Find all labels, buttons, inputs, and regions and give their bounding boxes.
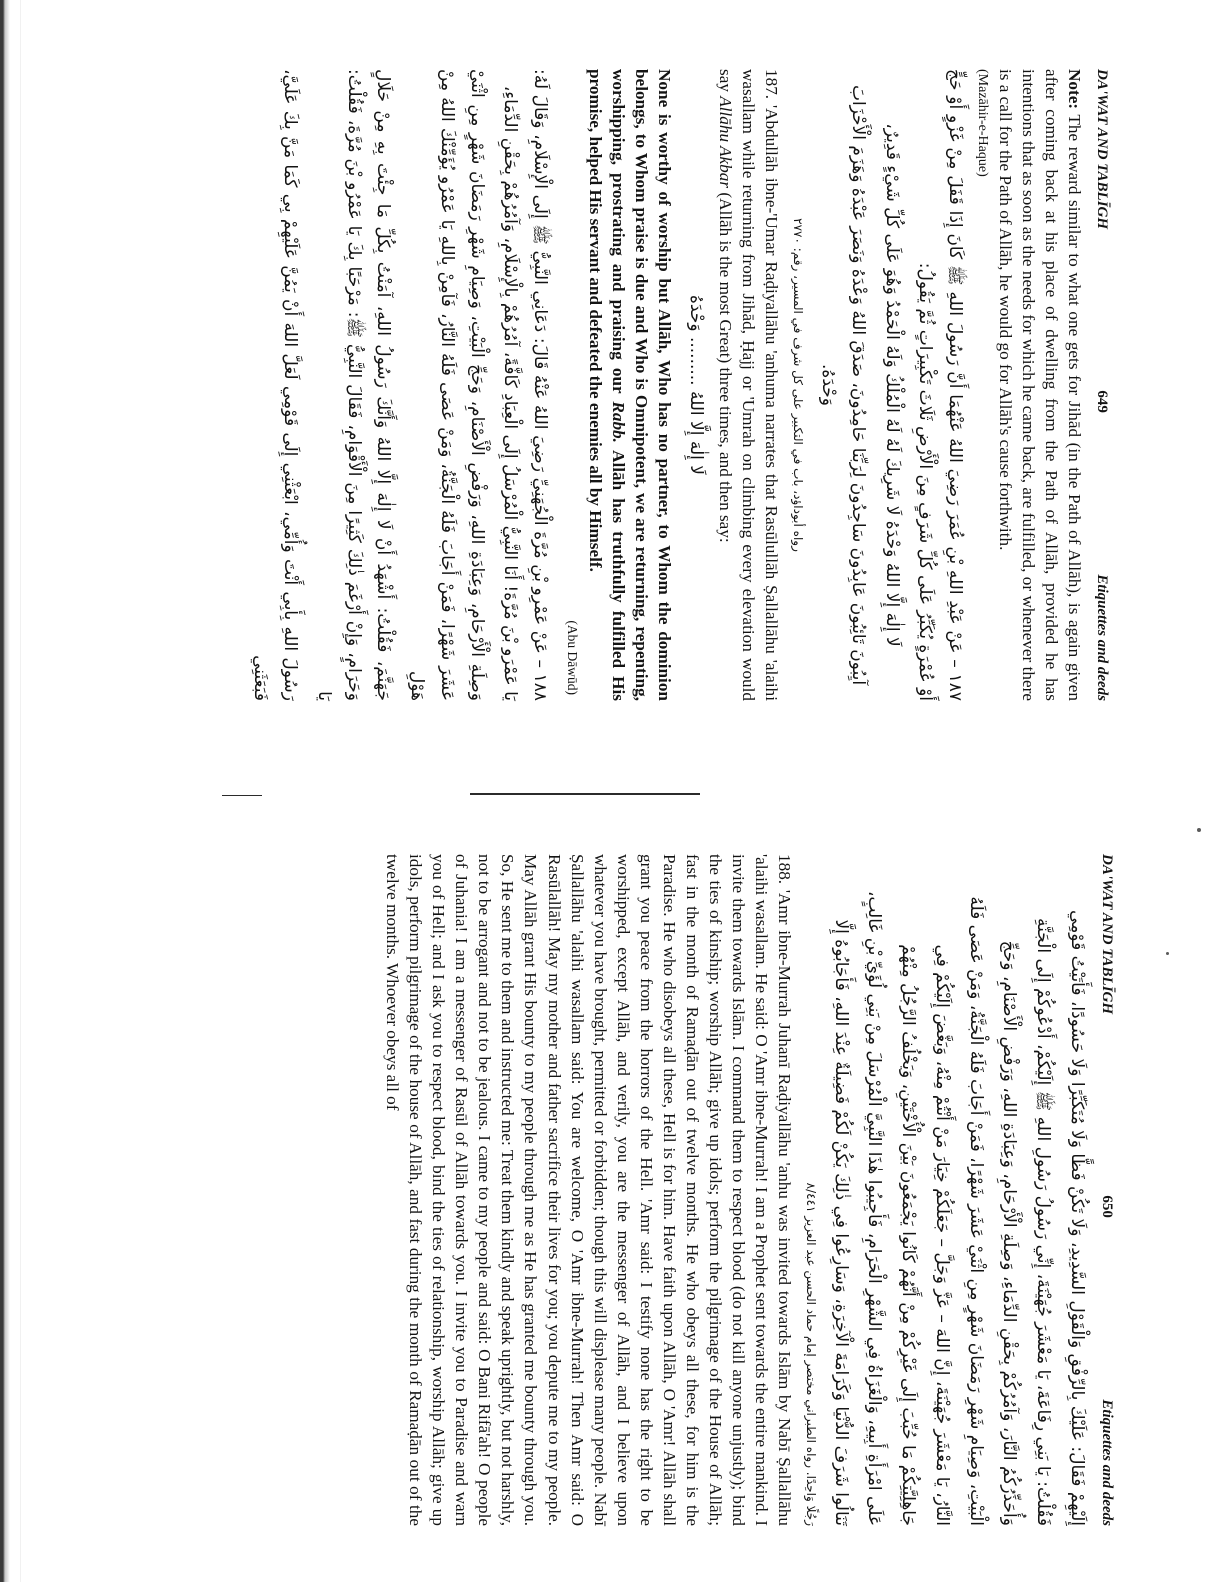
hadith-188-arabic-cont: جَاهِلِيَّتِكُمْ مَا حُبِّبَ إِلَى غَيْرِكُمْ مِنْ أَنَّهُمْ كَانُوا يَجْمَعُونَ بَيْنَ الْأُخْتَيْنِ، وَيَخْلُفُ الرَّجُلُ مِنْهُمْ (898, 944, 919, 1526)
header-chapter-title: Etiquettes and deeds (1094, 574, 1110, 701)
hadith-188-arabic-cont: النَّارُ، يَا مَعْشَرَ جُهَيْنَةَ، إِنَّ اللهَ – عَزَّ وَجَلَّ – جَعَلَكُمْ خِيَارَ مَنْ أَنْتُمْ مِنْهُ، وَبَغَّضَ إِلَيْكُمْ فِي (932, 944, 952, 1526)
hadith-188-arabic-cont: فَقُلْتُ: يَا بَنِي رِفَاعَةَ، يَا مَعْشَرَ جُهَيْنَةَ، إِنِّي رَسُولُ رَسُولِ اللهِ ﷺ إِلَيْكُمْ، أَدْعُوكُمْ إِلَى الْجَنَّةِ (1033, 917, 1054, 1526)
hadith-188-arabic: ١٨٨ – عَنْ عَمْرِو بْنِ مُرَّةَ الْجُهَنِيِّ رَضِيَ اللهُ عَنْهُ قَالَ: دَعَانِي النَّبِيُّ ﷺ إِلَى الْإِسْلَامِ، وَقَالَ لَهُ: يَا عَمْرَو بْنَ مُرَّةَ! أَنَا النَّبِيُّ الْمُرْسَلُ إِلَى الْعِبَادِ كَافَّةً، آمُرُهُمْ بِالْإِسْلَامِ، وَآمُرُهُمْ بِحَقْنِ الدِّمَاءِ، (500, 69, 551, 701)
binding-edge (0, 0, 10, 1582)
scan-speck (1166, 952, 1169, 955)
page-divider-mark-short (222, 795, 262, 796)
fold-line (20, 0, 21, 1582)
page-divider-mark (470, 793, 700, 795)
note-text: The reward similar to what one gets for Jihād (in the Path of Allāh), is again given after coming back at his place of dwelling from the Path of Allāh, provided he has intentions that as soon as the needs for which he came back, are fulfilled, or whenever there is a call for the Path of Allāh, he would go for Allāh's cause forthwith. (995, 69, 1084, 702)
page-650 (65, 840, 1115, 1540)
running-header (1091, 854, 1115, 1526)
scan-speck (1197, 828, 1201, 832)
hadith-188-arabic: رَسُولَ اللهِ بِأَبِي أَنْتَ وَأُمِّي، ابْعَثْنِي إِلَى قَوْمِي لَعَلَّ اللهَ أَنْ يَمُنَّ عَلَيْهِمْ بِي كَمَا مَنَّ بِكَ عَلَيَّ، فَبَعَثَنِي (250, 69, 301, 701)
page-number: 649 (1094, 390, 1110, 413)
page-649 (100, 55, 1110, 715)
hadith-188-arabic: وَصِلَةِ الْأَرْحَامِ، وَعِبَادَةِ اللهِ، وَرَفْضِ الْأَصْنَامِ، وَحَجِّ الْبَيْتِ، وَصِيَامِ شَهْرِ رَمَضَانَ شَهْرٍ مِنِ اثْنَيْ عَشَرَ شَهْرًا، فَمَنْ أَجَابَ فَلَهُ الْجَنَّةُ، وَمَنْ عَصَى فَلَهُ النَّارُ، فَآمِنْ بِاللهِ يَا عَمْرُو يُؤَمِّنْكَ اللهُ مِنْ هَوْلِ (407, 69, 487, 701)
page-number: 650 (1099, 1195, 1115, 1218)
hadith-188-arabic-cont: وَأُحَذِّرُكُمُ النَّارَ، وَآمُرُكُمْ بِحَقْنِ الدِّمَاءِ، وَصِلَةِ الْأَرْحَامِ، وَعِبَادَةِ اللهِ، وَرَفْضِ الْأَصْنَامِ، وَحَجِّ (999, 940, 1020, 1526)
header-book-title: DA'WAT AND TABLĪGH (1099, 854, 1115, 1015)
header-chapter-title: Etiquettes and deeds (1099, 1399, 1115, 1526)
hadith-187-arabic: لَا إِلٰهَ إِلَّا اللهُ وَحْدَهُ لَا شَرِيكَ لَهُ لَهُ الْمُلْكُ وَلَهُ الْحَمْدُ وَهُوَ عَلَى كُلِّ شَيْءٍ قَدِيرٌ، (881, 123, 902, 647)
hadith-187-arabic: ١٨٧ – عَنْ عَبْدِ اللهِ بْنِ عُمَرَ رَضِيَ اللهُ عَنْهُمَا أَنَّ رَسُولَ اللهِ ﷺ كَانَ إِذَا قَفَلَ مِنْ غَزْوٍ أَوْ حَجٍّ أَوْ عُمْرَةٍ يُكَبِّرُ عَلَى كُلِّ شَرَفٍ مِنَ الْأَرْضِ ثَلَاثَ تَكْبِيرَاتٍ ثُمَّ يَقُولُ: (915, 69, 966, 701)
hadith-187-english: 187. 'Abdullāh ibne-'Umar Raḍiyallāhu 'anhuma narrates that Rasūlullāh Ṣallallāhu 'alaihi wasallam while returning from Jihād, Ḥajj or 'Umrah on climbing every elevation would say Allāhu Akbar (Allāh is the most Great) three times, and then say: (716, 69, 782, 701)
hadith-187-source: (Abu Dāwūd) (565, 620, 581, 695)
header-book-title: DA'WAT AND TABLĪGH (1094, 69, 1110, 230)
hadith-187-arabic: آيِبُونَ تَائِبُونَ عَابِدُونَ سَاجِدُونَ لِرَبِّنَا حَامِدُونَ، صَدَقَ اللهُ وَعْدَهُ وَنَصَرَ عَبْدَهُ وَهَزَمَ الْأَحْزَابَ وَحْدَهُ. (818, 84, 868, 686)
hadith-187-reference: رواه أبوداؤد، باب في التكبير على كل شرف في المسير، رقم: ٢٧٧٠ (791, 218, 806, 552)
note-source: (Mazāhir-e-Haque) (974, 69, 990, 177)
running-header (1086, 69, 1110, 701)
hadith-188-arabic-cont: الْبَيْتِ، وَصِيَامِ شَهْرِ رَمَضَانَ شَهْرٍ مِنِ اثْنَيْ عَشَرَ شَهْرًا، فَمَنْ أَجَابَ فَلَهُ الْجَنَّةُ، وَمَنْ عَصَى فَلَهُ (965, 896, 986, 1526)
note-paragraph (994, 69, 1086, 701)
hadith-188-reference: رَجُلًا وَاحِدًا. رواه الطبراني مختصر إمام حماد الحسن عبد العزيز ٨/٤٤١ (804, 1182, 818, 1526)
hadith-187-dua: لَا إِلٰهَ إِلَّا اللهُ ......... وَحْدَهُ (686, 295, 707, 475)
hadith-188-arabic: جَهَنَّمَ، فَقُلْتُ: أَشْهَدُ أَنْ لَا إِلٰهَ إِلَّا اللهُ وَأَنَّكَ رَسُولُ اللهِ، آمَنْتُ بِكُلِّ مَا جِئْتَ بِهِ مِنْ حَلَالٍ وَحَرَامٍ، وَإِنْ أَرْغَمَ ذٰلِكَ كَثِيرًا مِنَ الْأَقْوَامِ، فَقَالَ النَّبِيُّ ﷺ: مَرْحَبًا بِكَ يَا عَمْرُو بْنَ مُرَّةَ، فَقُلْتُ: يَا (313, 69, 394, 701)
hadith-188-arabic-cont: عَلَى امْرَأَةِ أَبِيهِ، وَالْغَزَاةُ فِي الشَّهْرِ الْحَرَامِ، فَأَجِيبُوا هٰذَا النَّبِيَّ الْمُرْسَلَ مِنْ بَنِي لُؤَيِّ بْنِ غَالِبٍ، (864, 890, 885, 1526)
hadith-188-arabic-cont: تَنَالُوا شَرَفَ الدُّنْيَا وَكَرَامَةَ الْآخِرَةِ، وَسَارِعُوا فِي ذٰلِكَ يَكُنْ لَكُمْ فَضِيلَةٌ عِنْدَ اللهِ، فَأَجَابُوهُ إِلَّا (830, 919, 851, 1526)
note-label: Note: (1065, 69, 1084, 110)
hadith-187-translation: None is worthy of worship but Allāh, Who has no partner, to Whom the dominion belongs, to Whom praise is due and Who is Omnipotent, we are returning, repenting, worshipping, prostrating and praising our Rabb. Allāh has truthfully fulfilled His promise, helped His servant and defeated the enemies all by Himself. (586, 69, 675, 701)
hadith-188-english: 188. 'Amr ibne-Murrah Juhanī Raḍiyallāhu 'anhu was invited towards Islām by Nabī Ṣallallāhu 'alaihi wasallam. He said: O 'Amr ibne-Murrah! I am a Prophet sent towards the entire mankind. I invite them towards Islām. I command them to respect blood (do not kill anyone unjustly); bind the ties of kinship; worship Allāh; give up idols; perform the pilgrimage of the House of Allāh; fast in the month of Ramaḍān out of twelve months. He who obeys all these, for him is the Paradise. He who disobeys all these, Hell is for him. Have faith upon Allāh, O 'Amr! Allāh shall grant you peace from the horrors of the Hell. 'Amr said: I testify none has the right to be worshipped, except Allāh, and verily, you are the messenger of Allāh, and I believe upon whatever you have brought, permitted or forbidden; though this will displease many people. Nabī Ṣallallāhu 'alaihi wasallam said: You are welcome, O 'Amr ibne-Murrah! Then Amr said: O Rasūlallāh! May my mother and father sacrifice their lives for you; you depute me to my people. May Allāh grant His bounty to my people through me as He has granted me bounty through you. So, He sent me to them and instructed me: Treat them kindly and speak uprightly, but not harshly, not to be arrogant and not to be jealous. I came to my people and said: O Bani Rifā'ah! O people of Juhania! I am a messenger of Rasūl of Allāh towards you. I invite you to Paradise and warn you of Hell; and I ask you to respect blood, bind the ties of relationship, worship Allāh; give up idols, perform pilgrimage of the house of Allāh, and fast during the month of Ramaḍān out of the twelve months. Whoever obeys all of (383, 854, 794, 1526)
hadith-188-arabic-cont: إِلَيْهِمْ فَقَالَ: عَلَيْكَ بِالرِّفْقِ وَالْقَوْلِ السَّدِيدِ، وَلَا تَكُنْ فَظًّا وَلَا مُتَكَبِّرًا وَلَا حَسُودًا، فَأَتَيْتُ قَوْمِي (1067, 910, 1087, 1526)
